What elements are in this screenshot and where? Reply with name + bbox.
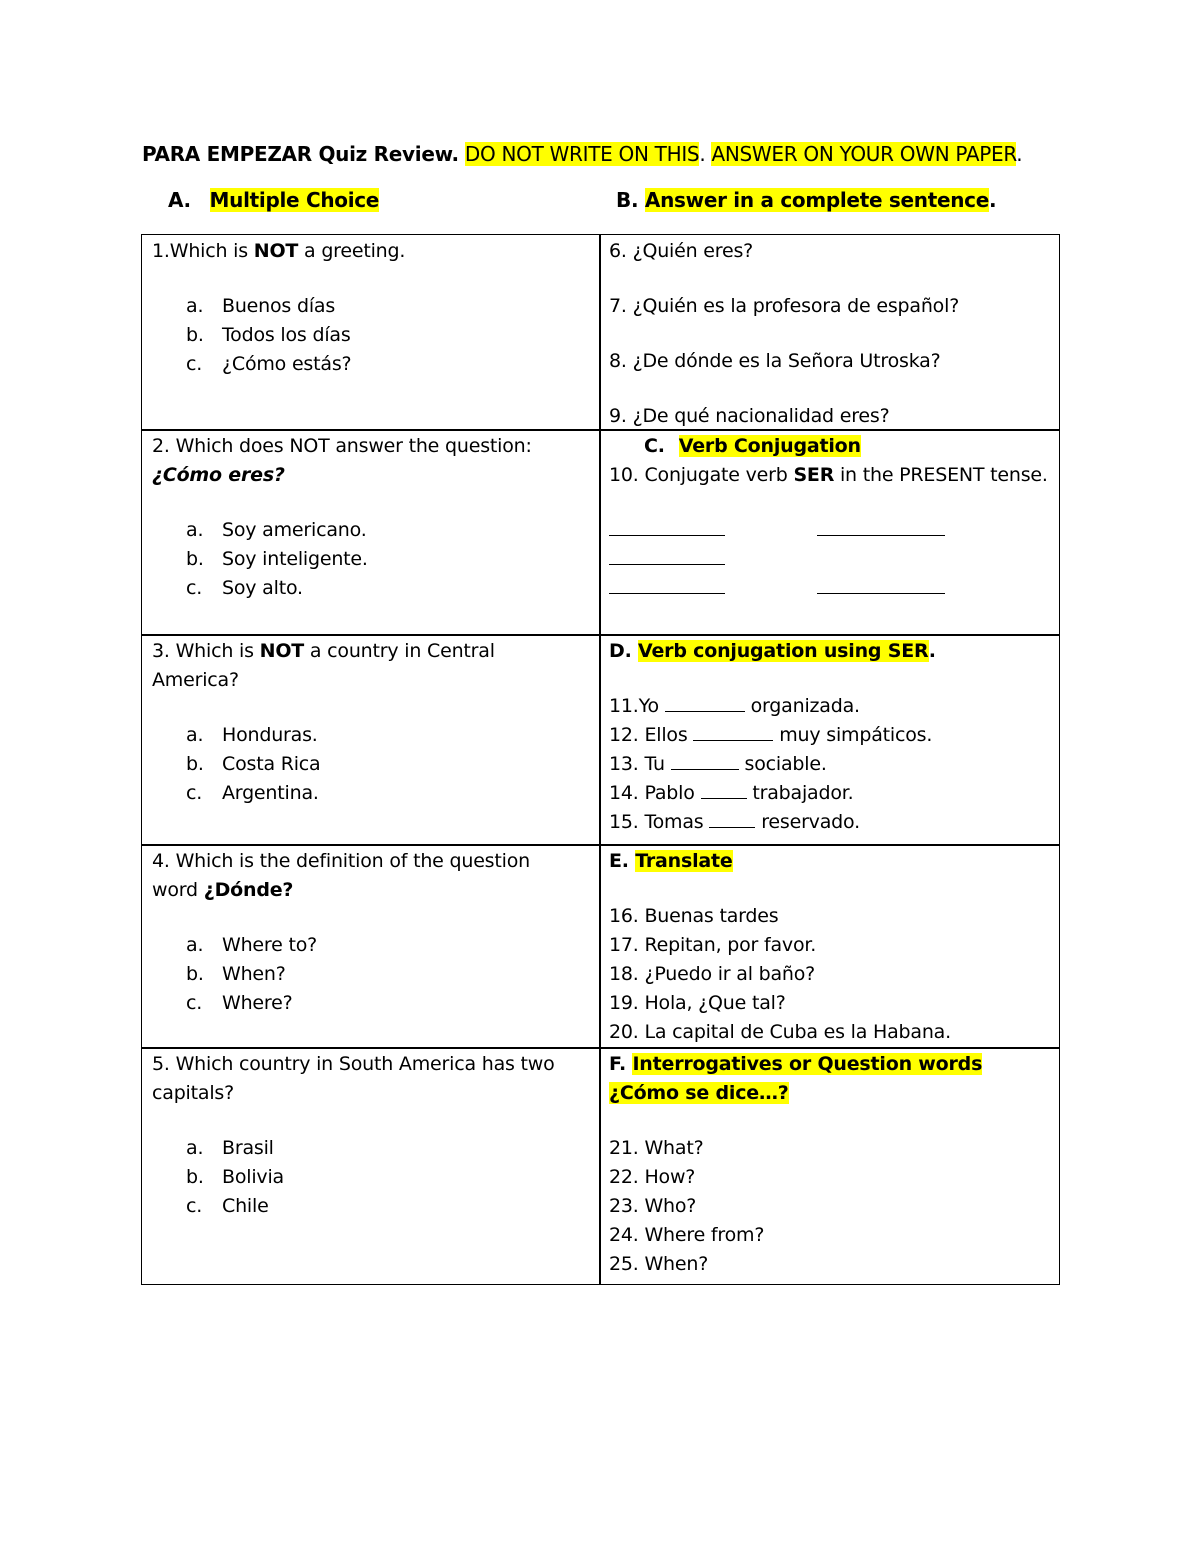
section-letter: D. (609, 640, 632, 662)
q10-verb: SER (793, 464, 835, 486)
item-text: 12. Ellos (609, 724, 694, 746)
option-a (152, 292, 405, 321)
q1-text-end: a greeting. (298, 240, 406, 262)
option-text: Brasil (222, 1137, 274, 1159)
option-letter: c. (186, 577, 203, 599)
option-letter: c. (186, 353, 203, 375)
option-letter: c. (186, 992, 203, 1014)
quiz-table (141, 234, 1060, 1285)
section-letter: C. (644, 435, 665, 457)
section-e-label: Translate (635, 850, 733, 872)
section-d (609, 637, 936, 837)
option-text: Todos los días (222, 324, 351, 346)
question-21: 21. What? (609, 1137, 704, 1159)
q3-text-line2: America? (152, 669, 239, 691)
question-15 (609, 808, 936, 837)
option-text: Buenos días (222, 295, 336, 317)
section-dot: . (928, 640, 936, 662)
option-text: Bolivia (222, 1166, 284, 1188)
q4-question-word: ¿Dónde? (203, 879, 294, 901)
title-main: PARA EMPEZAR Quiz Review. (142, 142, 459, 166)
option-a (152, 516, 532, 545)
answer-blank (609, 517, 725, 536)
option-c (152, 1192, 555, 1221)
question-12 (609, 721, 936, 750)
question-19: 19. Hola, ¿Que tal? (609, 992, 786, 1014)
section-a-label: Multiple Choice (209, 188, 380, 212)
option-letter: a. (186, 519, 204, 541)
section-letter: E. (609, 850, 629, 872)
conjugation-blanks-row (609, 545, 1048, 574)
question-5 (152, 1050, 555, 1221)
row-divider (142, 634, 1059, 636)
answer-blank (665, 693, 745, 712)
option-b (152, 321, 405, 350)
option-c (152, 350, 405, 379)
question-20: 20. La capital de Cuba es la Habana. (609, 1021, 951, 1043)
option-letter: a. (186, 934, 204, 956)
question-18: 18. ¿Puedo ir al baño? (609, 963, 816, 985)
section-letter: B. (616, 188, 639, 212)
option-text: When? (222, 963, 286, 985)
question-24: 24. Where from? (609, 1224, 765, 1246)
q5-text: 5. Which country in South America has two (152, 1053, 555, 1075)
option-text: Soy inteligente. (222, 548, 368, 570)
option-text: Costa Rica (222, 753, 321, 775)
question-9: 9. ¿De qué nacionalidad eres? (609, 405, 890, 427)
title-instruction-highlight: ANSWER ON YOUR OWN PAPER (711, 142, 1017, 166)
option-text: Where to? (222, 934, 317, 956)
row-divider (142, 844, 1059, 846)
row-divider (142, 1047, 1059, 1049)
answer-blank (609, 546, 725, 565)
section-c-label: Verb Conjugation (678, 435, 861, 457)
question-25: 25. When? (609, 1253, 709, 1275)
section-a-heading (168, 188, 379, 212)
item-text: 11.Yo (609, 695, 665, 717)
option-b (152, 545, 532, 574)
question-7: 7. ¿Quién es la profesora de español? (609, 295, 960, 317)
section-c (609, 432, 1048, 603)
option-letter: c. (186, 1195, 203, 1217)
question-6: 6. ¿Quién eres? (609, 240, 754, 262)
item-text-end: trabajador. (746, 782, 854, 804)
q1-emphasis: NOT (253, 240, 299, 262)
option-text: Where? (222, 992, 293, 1014)
q10-text-end: in the PRESENT tense. (834, 464, 1048, 486)
section-f (609, 1050, 982, 1279)
option-letter: c. (186, 782, 203, 804)
question-23: 23. Who? (609, 1195, 697, 1217)
option-letter: b. (186, 1166, 204, 1188)
option-a (152, 1134, 555, 1163)
question-1 (152, 237, 405, 379)
option-a (152, 721, 495, 750)
section-b-heading (616, 188, 996, 212)
option-text: Honduras. (222, 724, 318, 746)
option-b (152, 1163, 555, 1192)
question-2 (152, 432, 532, 603)
q3-emphasis: NOT (259, 640, 305, 662)
option-letter: a. (186, 724, 204, 746)
q3-text-end: a country in Central (304, 640, 495, 662)
conjugation-blanks-row (609, 516, 1048, 545)
title-dot: . (1016, 142, 1023, 166)
question-14 (609, 779, 936, 808)
item-text: 13. Tu (609, 753, 671, 775)
page-title (142, 142, 1022, 166)
question-13 (609, 750, 936, 779)
conjugation-blanks-row (609, 574, 1048, 603)
question-16: 16. Buenas tardes (609, 905, 779, 927)
answer-blank (709, 809, 755, 828)
item-text-end: muy simpáticos. (773, 724, 933, 746)
option-c (152, 989, 530, 1018)
option-letter: b. (186, 963, 204, 985)
q5-text-line2: capitals? (152, 1082, 234, 1104)
item-text: 14. Pablo (609, 782, 701, 804)
question-3 (152, 637, 495, 808)
option-text: ¿Cómo estás? (222, 353, 352, 375)
item-text-end: organizada. (744, 695, 860, 717)
option-text: Soy alto. (222, 577, 303, 599)
section-dot: . (988, 188, 997, 212)
option-b (152, 960, 530, 989)
answer-blank (817, 517, 945, 536)
q3-text: 3. Which is (152, 640, 260, 662)
option-letter: a. (186, 295, 204, 317)
section-e (609, 847, 951, 1047)
option-c (152, 574, 532, 603)
section-f-label: Interrogatives or Question words (632, 1053, 983, 1075)
question-8: 8. ¿De dónde es la Señora Utroska? (609, 350, 941, 372)
section-f-subtitle: ¿Cómo se dice…? (609, 1082, 789, 1104)
item-text-end: sociable. (738, 753, 827, 775)
question-4 (152, 847, 530, 1018)
item-text-end: reservado. (755, 811, 860, 833)
q2-text: 2. Which does NOT answer the question: (152, 435, 532, 457)
q2-question: ¿Cómo eres? (152, 464, 285, 486)
option-text: Argentina. (222, 782, 319, 804)
title-dot: . (699, 142, 706, 166)
column-divider (599, 235, 601, 1284)
section-b-label: Answer in a complete sentence (644, 188, 989, 212)
title-warning-highlight: DO NOT WRITE ON THIS (464, 142, 700, 166)
option-letter: a. (186, 1137, 204, 1159)
section-d-label: Verb conjugation using SER (638, 640, 929, 662)
q1-text: 1.Which is (152, 240, 254, 262)
option-letter: b. (186, 548, 204, 570)
q4-text: 4. Which is the definition of the question (152, 850, 530, 872)
q10-text: 10. Conjugate verb (609, 464, 794, 486)
section-b-questions (609, 237, 959, 431)
answer-blank (693, 722, 773, 741)
answer-blank (701, 780, 747, 799)
section-letter: F. (609, 1053, 627, 1075)
question-17: 17. Repitan, por favor. (609, 934, 817, 956)
option-b (152, 750, 495, 779)
answer-blank (671, 751, 739, 770)
option-text: Chile (222, 1195, 269, 1217)
option-c (152, 779, 495, 808)
question-22: 22. How? (609, 1166, 696, 1188)
section-letter: A. (168, 188, 191, 212)
q4-text-line2: word (152, 879, 204, 901)
question-11 (609, 692, 936, 721)
option-a (152, 931, 530, 960)
answer-blank (609, 575, 725, 594)
option-letter: b. (186, 324, 204, 346)
option-letter: b. (186, 753, 204, 775)
item-text: 15. Tomas (609, 811, 710, 833)
option-text: Soy americano. (222, 519, 367, 541)
answer-blank (817, 575, 945, 594)
